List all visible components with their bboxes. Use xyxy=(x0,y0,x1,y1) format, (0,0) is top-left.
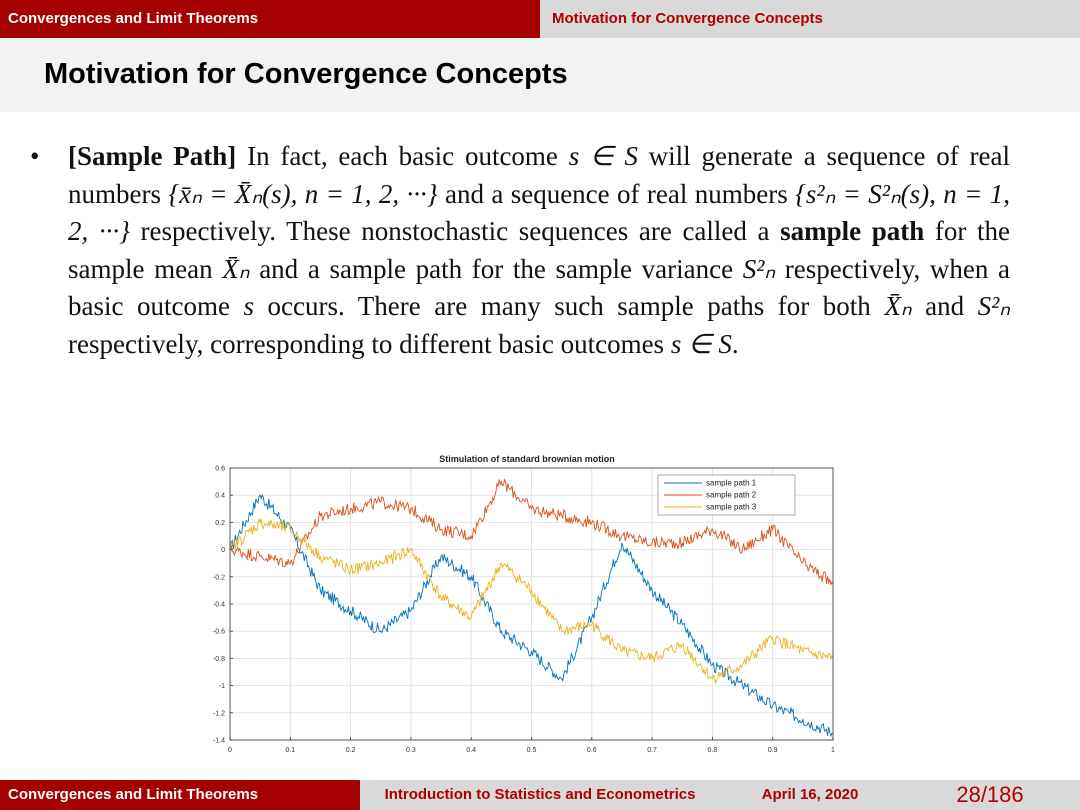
x-tick-label: 0.9 xyxy=(767,747,778,754)
text-run: respectively, when a basic outcome xyxy=(68,253,1010,321)
math-run: X̄ₙ xyxy=(222,253,250,284)
y-tick-label: 0.6 xyxy=(215,465,225,473)
x-tick-label: 0.5 xyxy=(526,747,537,754)
chart-legend xyxy=(658,475,795,515)
footer-page-number[interactable]: 28/186 xyxy=(900,780,1080,810)
header-section-title[interactable]: Convergences and Limit Theorems xyxy=(0,0,540,38)
y-tick-label: -1.2 xyxy=(212,710,225,718)
math-run: s ∈ S xyxy=(568,141,638,171)
title-band xyxy=(0,38,1080,112)
x-tick-label: 0.8 xyxy=(707,747,718,754)
math-run: s ∈ S xyxy=(670,328,732,359)
chart-title: Stimulation of standard brownian motion xyxy=(439,454,615,464)
legend-label: sample path 3 xyxy=(706,502,757,512)
text-run: and a sample path for the sample variance xyxy=(249,253,743,284)
math-run: X̄ₙ xyxy=(884,291,912,321)
text-run: respectively, corresponding to different basic outcomes xyxy=(68,328,671,359)
slide-body xyxy=(30,138,1010,363)
bullet-paragraph xyxy=(68,138,1010,363)
math-run: {x̄ₙ = X̄ₙ(s), n = 1, 2, ···} xyxy=(168,178,438,209)
math-run: S²ₙ xyxy=(977,291,1011,321)
text-run: occurs. There are many such sample paths for both xyxy=(254,291,885,321)
footer-section[interactable]: Convergences and Limit Theorems xyxy=(0,780,360,810)
math-run: {s²ₙ = S²ₙ(s), n = 1, 2, ···} xyxy=(68,178,1010,246)
footer-bar xyxy=(0,780,1080,810)
legend-label: sample path 2 xyxy=(706,490,757,500)
footer-course[interactable]: Introduction to Statistics and Econometrics xyxy=(360,780,720,810)
y-tick-label: 0 xyxy=(221,547,225,555)
y-tick-label: -0.6 xyxy=(212,628,225,636)
text-run: respectively. These nonstochastic sequences are called a xyxy=(129,216,781,246)
text-run: and a sequence of real numbers xyxy=(437,178,796,209)
x-tick-label: 0.7 xyxy=(647,747,657,754)
x-tick-label: 0.4 xyxy=(466,747,477,754)
bullet-icon: • xyxy=(30,141,40,171)
y-tick-label: -1.4 xyxy=(212,737,225,745)
text-run: for the sample mean xyxy=(68,216,1010,284)
y-tick-label: 0.2 xyxy=(215,519,225,527)
x-tick-label: 0.3 xyxy=(406,747,416,754)
chart-svg xyxy=(190,450,850,762)
text-run: will generate a sequence of real numbers xyxy=(68,141,1010,209)
text-run: . xyxy=(731,328,739,359)
x-tick-label: 0 xyxy=(228,747,232,754)
header-subsection-title[interactable]: Motivation for Convergence Concepts xyxy=(540,0,1080,38)
x-tick-label: 0.6 xyxy=(586,747,597,754)
lead-label: [Sample Path] xyxy=(68,141,237,171)
top-bar xyxy=(0,0,1080,38)
x-tick-label: 0.1 xyxy=(285,747,296,754)
legend-label: sample path 1 xyxy=(706,478,757,488)
x-tick-label: 0.2 xyxy=(345,747,356,754)
y-tick-label: -0.4 xyxy=(212,601,225,609)
bold-term: sample path xyxy=(780,216,925,246)
text-run: and xyxy=(911,291,978,321)
y-tick-label: -0.2 xyxy=(212,574,225,582)
slide-title: Motivation for Convergence Concepts xyxy=(44,58,568,90)
y-tick-label: 0.4 xyxy=(215,492,225,500)
brownian-motion-chart xyxy=(190,450,850,762)
y-tick-label: -1 xyxy=(218,683,225,691)
math-run: s xyxy=(243,291,255,321)
math-run: S²ₙ xyxy=(742,253,776,284)
footer-date: April 16, 2020 xyxy=(720,780,900,810)
x-tick-label: 1 xyxy=(831,747,835,754)
text-run: In fact, each basic outcome xyxy=(236,141,569,171)
y-tick-label: -0.8 xyxy=(212,655,225,663)
